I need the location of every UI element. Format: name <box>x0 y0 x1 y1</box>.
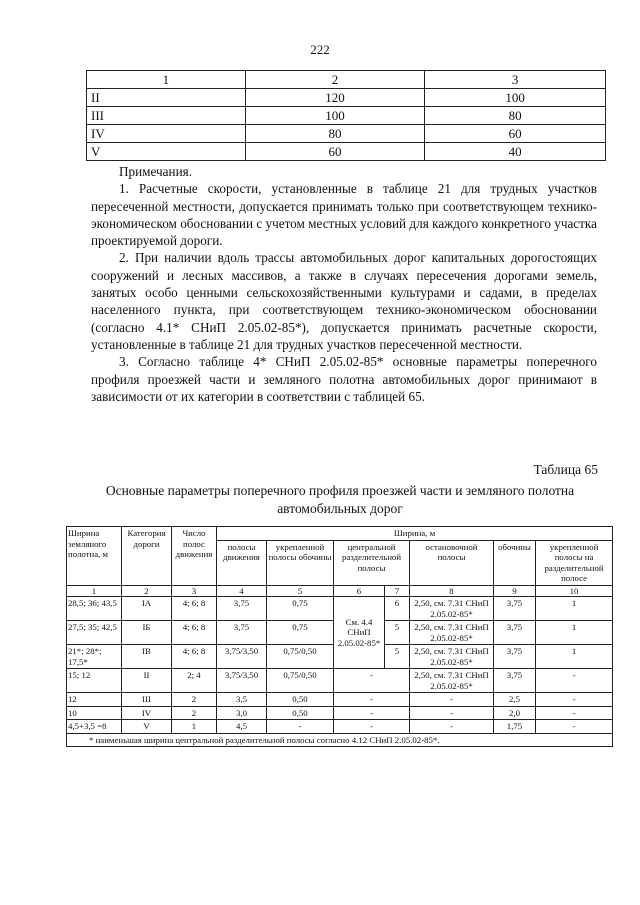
table-cell: II <box>122 669 172 693</box>
header-category: Категория дороги <box>122 527 172 586</box>
table-row <box>67 720 613 734</box>
header-reinforced-shoulder: укрепленной полосы обочины <box>267 540 334 585</box>
table-cell: 4; 6; 8 <box>172 621 217 645</box>
note-paragraph: 3. Согласно таблице 4* СНиП 2.05.02-85* основные параметры поперечного профиля проезжей части и земляного полотна автомобильных дорог принимают в зависимости от их категории в соответствии с таблицей 65. <box>91 354 597 404</box>
table-cell: 2 <box>172 706 217 720</box>
table-cell: 2,50, см. 7.31 СНиП 2.05.02-85* <box>410 597 494 621</box>
header-shoulder: обочины <box>494 540 536 585</box>
table-cell: III <box>87 107 246 125</box>
table-row <box>87 89 606 107</box>
table-cell: - <box>267 720 334 734</box>
table-row <box>67 669 613 693</box>
header-lanes: Число полос движения <box>172 527 217 586</box>
table-cell: - <box>334 693 410 707</box>
speed-table <box>86 70 606 161</box>
table-cell: 2; 4 <box>172 669 217 693</box>
table-title: Основные параметры поперечного профиля проезжей части и земляного полотна автомобильных дорог <box>105 483 575 516</box>
table-cell: 4; 6; 8 <box>172 597 217 621</box>
table-cell: - <box>536 669 613 693</box>
table-cell: - <box>334 720 410 734</box>
table-cell: - <box>410 720 494 734</box>
table-cell: 3,0 <box>217 706 267 720</box>
table-cell: 3,75 <box>494 645 536 669</box>
table-cell: - <box>536 720 613 734</box>
column-number: 9 <box>494 585 536 597</box>
table-cell: 3,75 <box>217 597 267 621</box>
table-cell: IV <box>122 706 172 720</box>
table-cell: 60 <box>425 125 606 143</box>
table-row <box>87 71 606 89</box>
median-merged-cell: См. 4.4 СНиП 2.05.02-85* <box>334 597 385 669</box>
table-cell: 4,5+3,5 =8 <box>67 720 122 734</box>
table-cell: 1 <box>536 597 613 621</box>
column-number: 8 <box>410 585 494 597</box>
column-number: 4 <box>217 585 267 597</box>
table-row <box>87 107 606 125</box>
table-cell: 0,50 <box>267 706 334 720</box>
header-lane-width: полосы движения <box>217 540 267 585</box>
table-cell: 0,50 <box>267 693 334 707</box>
notes-heading: Примечания. <box>119 164 193 179</box>
table-cell: 27,5; 35; 42,5 <box>67 621 122 645</box>
table-row <box>87 125 606 143</box>
table-row <box>67 693 613 707</box>
table-cell: 4,5 <box>217 720 267 734</box>
table-cell: - <box>334 669 410 693</box>
table-cell: 3,5 <box>217 693 267 707</box>
column-number: 1 <box>67 585 122 597</box>
table-cell: 2,50, см. 7.31 СНиП 2.05.02-85* <box>410 621 494 645</box>
column-number: 3 <box>172 585 217 597</box>
table-cell: 0,75/0,50 <box>267 669 334 693</box>
table-cell: 3,75 <box>494 669 536 693</box>
table-cell: 2 <box>245 71 425 89</box>
table-cell: 2,5 <box>494 693 536 707</box>
column-number: 5 <box>267 585 334 597</box>
table-cell: 12 <box>67 693 122 707</box>
table-cell: 2,50, см. 7.31 СНиП 2.05.02-85* <box>410 669 494 693</box>
header-reinforced-median-strip: укрепленной полосы на разделительной полосе <box>536 540 613 585</box>
column-numbers-row <box>67 585 613 597</box>
table-cell: 3,75/3,50 <box>217 669 267 693</box>
table-cell: IV <box>87 125 246 143</box>
column-number: 7 <box>385 585 410 597</box>
table-cell: 0,75 <box>267 621 334 645</box>
table-cell: 28,5; 36; 43,5 <box>67 597 122 621</box>
footnote-row <box>67 733 613 747</box>
table-row <box>87 143 606 161</box>
note-paragraph: 2. При наличии вдоль трассы автомобильных дорог капитальных дорогостоящих сооружений и лесных массивов, а также в случаях пересечения дорогами земель, занятых особо ценными сельскохозяйственными культурами и садами, в пределах населенного пункта, при соответствующем технико-экономическом обосновании (согласно 4.1* СНиП 2.05.02-85*), допускается принимать расчетные скорости, установленные в таблице 21 для трудных участков пересеченной местности. <box>91 250 597 352</box>
table-cell: - <box>536 706 613 720</box>
table-cell: IA <box>122 597 172 621</box>
table-cell: 60 <box>245 143 425 161</box>
table-cell: II <box>87 89 246 107</box>
table-cell: 100 <box>245 107 425 125</box>
note-paragraph: 1. Расчетные скорости, установленные в таблице 21 для трудных участков пересеченной местности, допускается принимать только при соответствующем технико-экономическом обосновании с учетом местных условий для каждого конкретного участка проектируемой дороги. <box>91 181 597 249</box>
table-cell: 0,75 <box>267 597 334 621</box>
table-cell: 1,75 <box>494 720 536 734</box>
table-cell: 5 <box>385 645 410 669</box>
table-cell: 100 <box>425 89 606 107</box>
column-number: 10 <box>536 585 613 597</box>
table-cell: 3,75/3,50 <box>217 645 267 669</box>
table-cell: IB <box>122 645 172 669</box>
table-cell: IБ <box>122 621 172 645</box>
table-cell: V <box>122 720 172 734</box>
table-cell: 3,75 <box>494 621 536 645</box>
table-row <box>67 706 613 720</box>
table-footnote: * наименьшая ширина центральной разделительной полосы согласно 4.12 СНиП 2.05.02-85*. <box>67 733 613 747</box>
table-header-row <box>67 527 613 541</box>
table-cell: 0,75/0,50 <box>267 645 334 669</box>
header-width-group: Ширина, м <box>217 527 613 541</box>
table-cell: - <box>334 706 410 720</box>
table-cell: 2 <box>172 693 217 707</box>
table-cell: 2,0 <box>494 706 536 720</box>
table-caption: Таблица 65 <box>533 462 598 477</box>
table-cell: 1 <box>536 645 613 669</box>
table-cell: - <box>410 693 494 707</box>
table-cell: 3 <box>425 71 606 89</box>
table-cell: 10 <box>67 706 122 720</box>
header-stopping-lane: остановочной полосы <box>410 540 494 585</box>
notes-section <box>91 163 597 405</box>
table-cell: 3,75 <box>494 597 536 621</box>
table-cell: 80 <box>425 107 606 125</box>
table-cell: 120 <box>245 89 425 107</box>
table-cell: - <box>536 693 613 707</box>
table-cell: 40 <box>425 143 606 161</box>
page-number: 222 <box>310 42 330 57</box>
table-cell: - <box>410 706 494 720</box>
column-number: 6 <box>334 585 385 597</box>
table-cell: III <box>122 693 172 707</box>
table-cell: 1 <box>172 720 217 734</box>
table-cell: 5 <box>385 621 410 645</box>
column-number: 2 <box>122 585 172 597</box>
parameters-table <box>66 526 613 747</box>
table-cell: 6 <box>385 597 410 621</box>
table-row <box>67 597 613 621</box>
table-cell: 1 <box>536 621 613 645</box>
table-cell: 2,50, см. 7.31 СНиП 2.05.02-85* <box>410 645 494 669</box>
table-cell: 15; 12 <box>67 669 122 693</box>
header-median: центральной разделительной полосы <box>334 540 410 585</box>
table-cell: V <box>87 143 246 161</box>
table-cell: 1 <box>87 71 246 89</box>
header-roadbed-width: Ширина земляного полотна, м <box>67 527 122 586</box>
table-cell: 80 <box>245 125 425 143</box>
table-cell: 3,75 <box>217 621 267 645</box>
table-cell: 4; 6; 8 <box>172 645 217 669</box>
table-cell: 21*; 28*; 17,5* <box>67 645 122 669</box>
